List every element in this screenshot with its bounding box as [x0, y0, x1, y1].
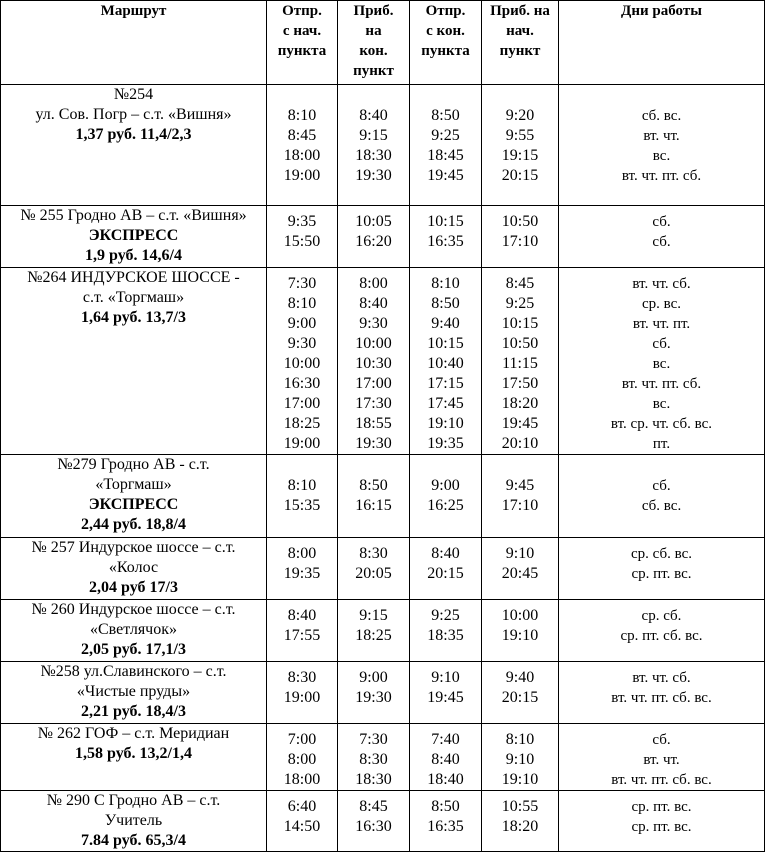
time-entry: 17:10: [501, 233, 539, 250]
arr-start-times: [482, 662, 559, 724]
time-entry: 18:35: [427, 627, 464, 644]
time-entry: 17:00: [283, 395, 321, 412]
route-price-line: 1,9 руб. 14,6/4: [85, 247, 182, 264]
time-entry: 15:35: [283, 497, 321, 514]
time-entry: 9:30: [287, 335, 317, 352]
route-price-line: 1,64 руб. 13,7/3: [81, 309, 186, 326]
time-entry: 8:10: [431, 275, 460, 292]
time-entry: 8:50: [359, 477, 388, 494]
time-entry: 8:50: [431, 798, 460, 815]
time-entry: 9:30: [359, 315, 388, 332]
time-entry: 20:10: [501, 435, 539, 452]
route-row: [1, 538, 765, 600]
time-entry: 18:00: [283, 771, 321, 788]
arr-start-times: [482, 85, 559, 206]
time-entry: 10:00: [501, 607, 539, 624]
dep-start-times: [267, 600, 338, 662]
time-entry: 7:40: [431, 731, 460, 748]
dep-end-times: [410, 791, 482, 852]
time-entry: 18:45: [427, 147, 464, 164]
days-entry: сб.: [652, 214, 671, 230]
route-name-line: Учитель: [104, 812, 163, 829]
time-entry: 19:15: [501, 147, 539, 164]
time-entry: 10:50: [501, 335, 539, 352]
time-entry: 18:55: [355, 415, 392, 432]
time-entry: 17:50: [501, 375, 539, 392]
time-entry: 19:45: [427, 167, 464, 184]
header-route: Маршрут: [1, 1, 267, 85]
time-entry: 10:00: [283, 355, 321, 372]
dep-start-times: [267, 791, 338, 852]
time-entry: 19:30: [355, 167, 392, 184]
days-entry: вт. чт.: [643, 128, 680, 144]
dep-end-times: [410, 85, 482, 206]
route-price-line: ЭКСПРЕСС: [88, 227, 179, 244]
time-entry: 19:10: [427, 415, 464, 432]
route-name-line: № 257 Индурское шоссе – с.т.: [31, 539, 236, 556]
header-days: Дни работы: [559, 1, 765, 85]
days-entry: вт. чт. пт. сб.: [621, 168, 702, 184]
arr-end-times: [338, 206, 410, 268]
time-entry: 9:10: [505, 751, 535, 768]
time-entry: 9:55: [505, 127, 535, 144]
route-name-line: с.т. «Торгмаш»: [82, 289, 185, 306]
route-cell: [1, 455, 267, 538]
time-entry: 18:30: [355, 147, 392, 164]
days-list: [559, 600, 765, 662]
time-entry: 8:00: [287, 545, 317, 562]
header-row: [1, 1, 765, 85]
time-entry: 9:40: [431, 315, 460, 332]
dep-start-times: [267, 538, 338, 600]
time-entry: 8:30: [359, 545, 388, 562]
route-cell: [1, 538, 267, 600]
route-price-line: 1,58 руб. 13,2/1,4: [75, 745, 192, 762]
time-entry: 8:10: [287, 107, 317, 124]
dep-end-times: [410, 206, 482, 268]
days-list: [559, 206, 765, 268]
time-entry: 19:45: [501, 415, 539, 432]
arr-end-times: [338, 724, 410, 791]
route-name-line: №264 ИНДУРСКОЕ ШОССЕ -: [27, 269, 240, 286]
route-name-line: № 262 ГОФ – с.т. Меридиан: [37, 725, 230, 742]
time-entry: 8:40: [431, 751, 460, 768]
days-entry: вт. чт. сб.: [632, 670, 691, 686]
time-entry: 7:00: [287, 731, 317, 748]
route-cell: [1, 268, 267, 455]
time-entry: 15:50: [283, 233, 321, 250]
time-entry: 9:10: [431, 669, 460, 686]
header-line: пункта: [421, 43, 470, 59]
header-line: Приб.: [353, 3, 394, 19]
dep-end-times: [410, 662, 482, 724]
time-entry: 8:30: [359, 751, 388, 768]
arr-start-times: [482, 206, 559, 268]
time-entry: 11:15: [502, 355, 538, 372]
days-entry: вт. чт. сб.: [632, 276, 691, 292]
time-entry: 19:00: [283, 689, 321, 706]
route-name-line: №254: [113, 86, 154, 103]
time-entry: 8:50: [431, 295, 460, 312]
days-list: [559, 724, 765, 791]
time-entry: 16:25: [427, 497, 464, 514]
dep-end-times: [410, 538, 482, 600]
route-row: [1, 600, 765, 662]
arr-end-times: [338, 268, 410, 455]
time-entry: 17:15: [427, 375, 464, 392]
time-entry: 19:30: [355, 689, 392, 706]
route-name-line: «Светлячок»: [90, 621, 177, 638]
time-entry: 10:40: [427, 355, 464, 372]
days-entry: сб. вс.: [641, 108, 682, 124]
time-entry: 9:00: [287, 315, 317, 332]
days-entry: вс.: [652, 356, 671, 372]
days-entry: пт.: [652, 436, 671, 452]
time-entry: 19:10: [501, 771, 539, 788]
dep-end-times: [410, 455, 482, 538]
time-entry: 9:40: [505, 669, 535, 686]
header-dep-start: [267, 1, 338, 85]
arr-start-times: [482, 724, 559, 791]
time-entry: 8:00: [287, 751, 317, 768]
route-price-line: 2,05 руб. 17,1/3: [81, 641, 186, 658]
time-entry: 10:15: [501, 315, 539, 332]
time-entry: 16:30: [355, 818, 392, 835]
time-entry: 9:25: [505, 295, 535, 312]
days-entry: ср. сб.: [641, 608, 682, 624]
time-entry: 10:00: [355, 335, 392, 352]
time-entry: 17:30: [355, 395, 392, 412]
header-line: Приб. на: [490, 3, 550, 19]
route-row: [1, 662, 765, 724]
time-entry: 19:30: [355, 435, 392, 452]
time-entry: 16:20: [355, 233, 392, 250]
time-entry: 18:20: [501, 395, 539, 412]
time-entry: 18:25: [283, 415, 321, 432]
route-name-line: № 255 Гродно АВ – с.т. «Вишня»: [20, 207, 247, 224]
route-cell: [1, 662, 267, 724]
time-entry: 9:15: [359, 127, 388, 144]
dep-start-times: [267, 268, 338, 455]
days-list: [559, 791, 765, 852]
days-entry: ср. вс.: [641, 296, 682, 312]
header-line: пункт: [353, 63, 394, 79]
arr-start-times: [482, 268, 559, 455]
time-entry: 10:30: [355, 355, 392, 372]
time-entry: 18:20: [501, 818, 539, 835]
route-cell: [1, 724, 267, 791]
header-dep-end: [410, 1, 482, 85]
dep-end-times: [410, 600, 482, 662]
days-entry: вт. чт. пт. сб.: [621, 376, 702, 392]
days-entry: сб.: [652, 336, 671, 352]
days-entry: сб.: [652, 732, 671, 748]
arr-end-times: [338, 85, 410, 206]
time-entry: 9:10: [505, 545, 535, 562]
time-entry: 20:15: [427, 565, 464, 582]
days-entry: ср. пт. вс.: [631, 799, 692, 815]
route-cell: [1, 600, 267, 662]
time-entry: 19:45: [427, 689, 464, 706]
days-entry: вт. чт. пт. сб. вс.: [611, 772, 712, 788]
route-cell: [1, 206, 267, 268]
time-entry: 8:40: [359, 107, 388, 124]
time-entry: 10:05: [355, 213, 392, 230]
route-price-line: 2,44 руб. 18,8/4: [81, 516, 186, 533]
header-line: Отпр.: [282, 3, 322, 19]
days-entry: вт. чт. пт.: [632, 316, 691, 332]
time-entry: 17:10: [501, 497, 539, 514]
route-row: [1, 268, 765, 455]
time-entry: 17:45: [427, 395, 464, 412]
days-entry: ср. пт. вс.: [631, 819, 692, 835]
time-entry: 14:50: [283, 818, 321, 835]
days-list: [559, 268, 765, 455]
days-entry: ср. сб. вс.: [630, 546, 693, 562]
time-entry: 18:40: [427, 771, 464, 788]
time-entry: 8:10: [505, 731, 535, 748]
time-entry: 8:40: [287, 607, 317, 624]
time-entry: 8:45: [359, 798, 388, 815]
time-entry: 9:25: [431, 127, 460, 144]
route-name-line: №258 ул.Славинского – с.т.: [40, 663, 227, 680]
time-entry: 9:35: [287, 213, 317, 230]
time-entry: 20:45: [501, 565, 539, 582]
dep-start-times: [267, 662, 338, 724]
route-price-line: 2,04 руб 17/3: [89, 579, 178, 596]
time-entry: 19:00: [283, 167, 321, 184]
time-entry: 20:15: [501, 167, 539, 184]
time-entry: 6:40: [287, 798, 317, 815]
dep-end-times: [410, 268, 482, 455]
time-entry: 10:55: [501, 798, 539, 815]
time-entry: 16:35: [427, 818, 464, 835]
route-name-line: ул. Сов. Погр – с.т. «Вишня»: [35, 106, 232, 123]
route-name-line: №279 Гродно АВ - с.т.: [57, 456, 210, 473]
time-entry: 9:00: [359, 669, 388, 686]
route-row: [1, 791, 765, 852]
route-row: [1, 206, 765, 268]
time-entry: 8:40: [431, 545, 460, 562]
time-entry: 7:30: [287, 275, 317, 292]
time-entry: 19:35: [283, 565, 321, 582]
time-entry: 9:45: [505, 477, 535, 494]
arr-end-times: [338, 662, 410, 724]
time-entry: 18:30: [355, 771, 392, 788]
route-name-line: «Чистые пруды»: [76, 683, 191, 700]
time-entry: 9:25: [431, 607, 460, 624]
time-entry: 9:20: [505, 107, 535, 124]
days-entry: вт. чт.: [643, 752, 680, 768]
route-price-line: 1,37 руб. 11,4/2,3: [75, 126, 192, 143]
time-entry: 10:15: [427, 213, 464, 230]
time-entry: 18:00: [283, 147, 321, 164]
time-entry: 8:45: [505, 275, 535, 292]
route-cell: [1, 85, 267, 206]
route-name-line: «Колос: [108, 559, 159, 576]
header-line: на: [365, 23, 382, 39]
time-entry: 10:15: [427, 335, 464, 352]
header-line: кон.: [359, 43, 388, 59]
time-entry: 8:10: [287, 295, 317, 312]
time-entry: 9:15: [359, 607, 388, 624]
time-entry: 8:00: [359, 275, 388, 292]
days-entry: вс.: [652, 148, 671, 164]
days-entry: вт. ср. чт. сб. вс.: [610, 416, 713, 432]
time-entry: 16:30: [283, 375, 321, 392]
time-entry: 20:15: [501, 689, 539, 706]
time-entry: 8:45: [287, 127, 317, 144]
arr-end-times: [338, 455, 410, 538]
time-entry: 17:00: [355, 375, 392, 392]
route-name-line: № 260 Индурское шоссе – с.т.: [31, 601, 236, 618]
arr-start-times: [482, 538, 559, 600]
route-row: [1, 85, 765, 206]
time-entry: 16:35: [427, 233, 464, 250]
route-price-line: 7.84 руб. 65,3/4: [81, 832, 186, 849]
time-entry: 16:15: [355, 497, 392, 514]
header-arr-end: [338, 1, 410, 85]
header-line: пункт: [499, 43, 541, 59]
time-entry: 19:00: [283, 435, 321, 452]
header-arr-start: [482, 1, 559, 85]
dep-start-times: [267, 85, 338, 206]
time-entry: 7:30: [359, 731, 388, 748]
time-entry: 19:35: [427, 435, 464, 452]
days-entry: ср. пт. вс.: [631, 566, 692, 582]
days-entry: ср. пт. сб. вс.: [620, 628, 703, 644]
header-line: с нач.: [282, 23, 322, 39]
dep-start-times: [267, 206, 338, 268]
days-list: [559, 85, 765, 206]
route-cell: [1, 791, 267, 852]
header-line: с кон.: [426, 23, 465, 39]
header-line: Отпр.: [425, 3, 466, 19]
route-price-line: 2,21 руб. 18,4/3: [81, 703, 186, 720]
time-entry: 20:05: [355, 565, 392, 582]
time-entry: 19:10: [501, 627, 539, 644]
dep-end-times: [410, 724, 482, 791]
route-row: [1, 724, 765, 791]
time-entry: 17:55: [283, 627, 321, 644]
dep-start-times: [267, 455, 338, 538]
time-entry: 10:50: [501, 213, 539, 230]
route-name-line: № 290 С Гродно АВ – с.т.: [46, 792, 221, 809]
time-entry: 8:30: [287, 669, 317, 686]
route-name-line: «Торгмаш»: [95, 476, 172, 493]
route-row: [1, 455, 765, 538]
arr-start-times: [482, 455, 559, 538]
days-entry: сб. вс.: [641, 498, 682, 514]
days-list: [559, 455, 765, 538]
header-line: пункта: [277, 43, 327, 59]
route-price-line: ЭКСПРЕСС: [88, 496, 179, 513]
arr-end-times: [338, 600, 410, 662]
dep-start-times: [267, 724, 338, 791]
days-list: [559, 538, 765, 600]
days-list: [559, 662, 765, 724]
days-entry: вт. чт. пт. сб. вс.: [611, 690, 712, 706]
time-entry: 9:00: [431, 477, 460, 494]
header-line: нач.: [506, 23, 534, 39]
arr-end-times: [338, 538, 410, 600]
arr-end-times: [338, 791, 410, 852]
days-entry: сб.: [652, 234, 671, 250]
days-entry: сб.: [652, 478, 671, 494]
arr-start-times: [482, 600, 559, 662]
time-entry: 8:40: [359, 295, 388, 312]
time-entry: 8:10: [287, 477, 317, 494]
arr-start-times: [482, 791, 559, 852]
days-entry: вс.: [652, 396, 671, 412]
time-entry: 8:50: [431, 107, 460, 124]
time-entry: 18:25: [355, 627, 392, 644]
